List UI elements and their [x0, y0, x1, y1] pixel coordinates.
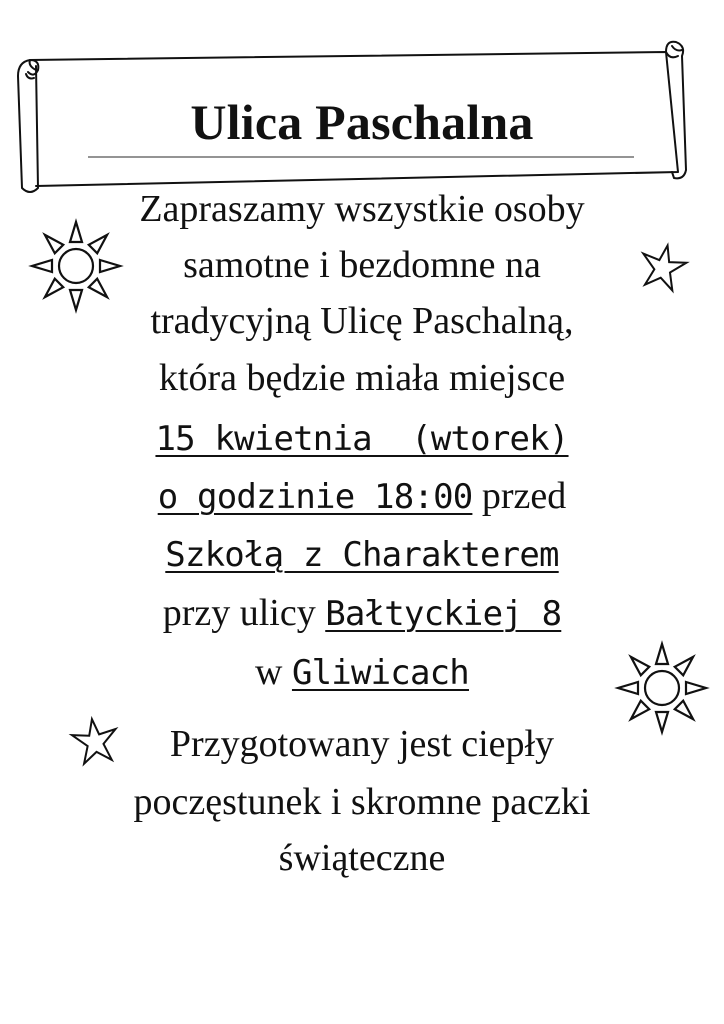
event-venue: Szkołą z Charakterem	[165, 535, 559, 575]
invitation-line-1: Zapraszamy wszystkie osoby	[139, 188, 585, 230]
sun-icon	[28, 218, 124, 314]
event-city: Gliwicach	[291, 653, 469, 693]
invitation-line-4: która będzie miała miejsce	[158, 357, 566, 399]
offer-line-2: poczęstunek i skromne paczki	[133, 781, 591, 823]
event-city-prefix: w	[255, 651, 292, 693]
event-venue-line	[40, 532, 684, 577]
invitation-line-2: samotne i bezdomne na	[183, 244, 541, 286]
event-time-line	[40, 474, 684, 519]
event-time: o godzinie 18:00	[157, 477, 473, 517]
event-street-prefix: przy ulicy	[162, 592, 326, 634]
offer-line-3: świąteczne	[278, 837, 446, 879]
sun-icon	[614, 640, 710, 736]
event-city-line	[40, 650, 684, 695]
invitation-line-3: tradycyjną Ulicę Paschalną,	[150, 300, 574, 342]
star-icon	[636, 240, 690, 294]
event-street: Bałtyckiej 8	[325, 594, 562, 634]
event-date-line	[40, 416, 684, 461]
event-street-line	[40, 591, 684, 636]
star-icon	[68, 714, 122, 768]
event-time-suffix: przed	[472, 475, 567, 517]
event-date: 15 kwietnia (wtorek)	[155, 419, 569, 459]
poster-title: Ulica Paschalna	[190, 94, 534, 150]
offer-line-1: Przygotowany jest ciepły	[169, 723, 555, 765]
